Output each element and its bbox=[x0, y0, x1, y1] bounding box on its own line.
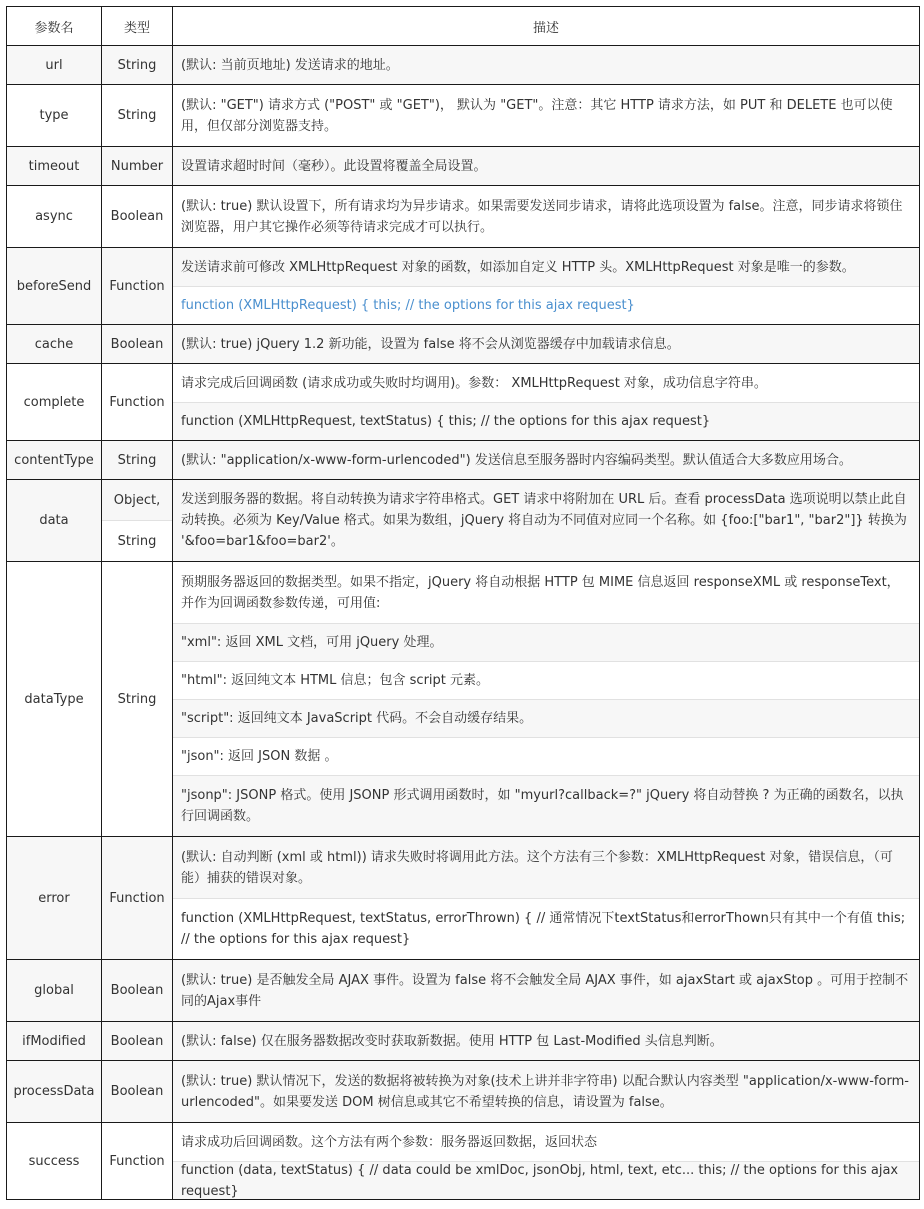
param-name-cell: global bbox=[7, 960, 102, 1022]
param-description-cell bbox=[173, 85, 920, 147]
param-name-cell: data bbox=[7, 480, 102, 562]
table-row bbox=[7, 248, 920, 325]
param-type-cell: Boolean bbox=[102, 186, 173, 248]
table-row bbox=[7, 364, 920, 441]
param-description-cell bbox=[173, 325, 920, 364]
param-type-cell: String bbox=[102, 46, 173, 85]
param-name-cell: contentType bbox=[7, 441, 102, 480]
table-row bbox=[7, 1022, 920, 1061]
description-text: (默认: 自动判断 (xml 或 html)) 请求失败时将调用此方法。这个方法有三个参数：XMLHttpRequest 对象，错误信息，（可能）捕获的错误对象。 bbox=[173, 837, 919, 898]
param-description-cell bbox=[173, 147, 920, 186]
param-name-cell: url bbox=[7, 46, 102, 85]
param-type-cell: Number bbox=[102, 147, 173, 186]
header-description: 描述 bbox=[173, 7, 920, 46]
description-subline: "html": 返回纯文本 HTML 信息；包含 script 元素。 bbox=[173, 661, 919, 699]
header-type: 类型 bbox=[102, 7, 173, 46]
description-subline: function (XMLHttpRequest) { this; // the options for this ajax request} bbox=[173, 286, 919, 324]
description-subline: "json": 返回 JSON 数据 。 bbox=[173, 737, 919, 775]
table-row bbox=[7, 837, 920, 960]
param-name-cell: async bbox=[7, 186, 102, 248]
param-description-cell bbox=[173, 562, 920, 837]
param-name-cell: success bbox=[7, 1123, 102, 1200]
param-description-cell bbox=[173, 960, 920, 1022]
table-row bbox=[7, 85, 920, 147]
description-subline: "xml": 返回 XML 文档，可用 jQuery 处理。 bbox=[173, 623, 919, 661]
param-type-line: Object, bbox=[102, 480, 172, 520]
param-type-cell: String bbox=[102, 85, 173, 147]
table-row bbox=[7, 147, 920, 186]
table-row bbox=[7, 480, 920, 562]
param-description-cell bbox=[173, 837, 920, 960]
description-text: (默认: true) 默认情况下，发送的数据将被转换为对象(技术上讲并非字符串) 以配合默认内容类型 "application/x-www-form-urlencoded"。如果要发送 DOM 树信息或其它不希望转换的信息，请设置为 false。 bbox=[173, 1061, 919, 1122]
param-description-cell bbox=[173, 480, 920, 562]
param-type-cell: Function bbox=[102, 364, 173, 441]
table-row bbox=[7, 960, 920, 1022]
param-name-cell: type bbox=[7, 85, 102, 147]
param-description-cell bbox=[173, 1022, 920, 1061]
param-name-cell: beforeSend bbox=[7, 248, 102, 325]
description-text: (默认: false) 仅在服务器数据改变时获取新数据。使用 HTTP 包 Last-Modified 头信息判断。 bbox=[173, 1022, 919, 1060]
param-type-cell bbox=[102, 480, 173, 562]
description-text: 发送到服务器的数据。将自动转换为请求字符串格式。GET 请求中将附加在 URL 后。查看 processData 选项说明以禁止此自动转换。必须为 Key/Value 格式。如果为数组，jQuery 将自动为不同值对应同一个名称。如 {foo:["bar1", "bar2"]} 转换为 '&foo=bar1&foo=bar2'。 bbox=[173, 480, 919, 561]
description-text: 设置请求超时时间（毫秒）。此设置将覆盖全局设置。 bbox=[173, 147, 919, 185]
description-subline: "jsonp": JSONP 格式。使用 JSONP 形式调用函数时，如 "myurl?callback=?" jQuery 将自动替换 ? 为正确的函数名，以执行回调函数。 bbox=[173, 775, 919, 836]
description-text: (默认: true) jQuery 1.2 新功能，设置为 false 将不会从浏览器缓存中加载请求信息。 bbox=[173, 325, 919, 363]
param-type-cell: Boolean bbox=[102, 1022, 173, 1061]
param-name-cell: processData bbox=[7, 1061, 102, 1123]
table-row bbox=[7, 562, 920, 837]
param-description-cell bbox=[173, 441, 920, 480]
param-description-cell bbox=[173, 186, 920, 248]
param-description-cell bbox=[173, 248, 920, 325]
param-type-cell: Boolean bbox=[102, 960, 173, 1022]
description-subline: function (data, textStatus) { // data could be xmlDoc, jsonObj, html, text, etc... this; // the options for this ajax request} bbox=[173, 1161, 919, 1199]
description-text: (默认: "GET") 请求方式 ("POST" 或 "GET")， 默认为 "GET"。注意：其它 HTTP 请求方法，如 PUT 和 DELETE 也可以使用，但仅部分浏览器支持。 bbox=[173, 85, 919, 146]
param-type-cell: String bbox=[102, 562, 173, 837]
param-name-cell: dataType bbox=[7, 562, 102, 837]
description-text: (默认: 当前页地址) 发送请求的地址。 bbox=[173, 46, 919, 84]
description-text: (默认: true) 是否触发全局 AJAX 事件。设置为 false 将不会触发全局 AJAX 事件，如 ajaxStart 或 ajaxStop 。可用于控制不同的Ajax事件 bbox=[173, 960, 919, 1021]
description-subline: function (XMLHttpRequest, textStatus, errorThrown) { // 通常情况下textStatus和errorThown只有其中一个有值 this; // the options for this ajax request} bbox=[173, 898, 919, 959]
header-row bbox=[7, 7, 920, 46]
table-row bbox=[7, 441, 920, 480]
api-options-table bbox=[6, 6, 920, 1200]
param-description-cell bbox=[173, 364, 920, 441]
param-name-cell: ifModified bbox=[7, 1022, 102, 1061]
param-type-cell: Boolean bbox=[102, 1061, 173, 1123]
description-text: 发送请求前可修改 XMLHttpRequest 对象的函数，如添加自定义 HTTP 头。XMLHttpRequest 对象是唯一的参数。 bbox=[173, 248, 919, 286]
description-subline: "script": 返回纯文本 JavaScript 代码。不会自动缓存结果。 bbox=[173, 699, 919, 737]
description-text: 预期服务器返回的数据类型。如果不指定，jQuery 将自动根据 HTTP 包 MIME 信息返回 responseXML 或 responseText，并作为回调函数参数传递，可用值: bbox=[173, 562, 919, 623]
param-type-line: String bbox=[102, 520, 172, 561]
param-description-cell bbox=[173, 1123, 920, 1200]
param-type-cell: String bbox=[102, 441, 173, 480]
table-row bbox=[7, 325, 920, 364]
param-type-cell: Function bbox=[102, 1123, 173, 1200]
param-name-cell: cache bbox=[7, 325, 102, 364]
table-row bbox=[7, 1123, 920, 1200]
param-name-cell: timeout bbox=[7, 147, 102, 186]
param-description-cell bbox=[173, 46, 920, 85]
param-type-cell: Function bbox=[102, 837, 173, 960]
table-row bbox=[7, 46, 920, 85]
table-row bbox=[7, 186, 920, 248]
param-type-cell: Function bbox=[102, 248, 173, 325]
description-text: (默认: "application/x-www-form-urlencoded") 发送信息至服务器时内容编码类型。默认值适合大多数应用场合。 bbox=[173, 441, 919, 479]
description-subline: function (XMLHttpRequest, textStatus) { this; // the options for this ajax request} bbox=[173, 402, 919, 440]
table-row bbox=[7, 1061, 920, 1123]
description-text: (默认: true) 默认设置下，所有请求均为异步请求。如果需要发送同步请求，请将此选项设置为 false。注意，同步请求将锁住浏览器，用户其它操作必须等待请求完成才可以执行。 bbox=[173, 186, 919, 247]
header-param-name: 参数名 bbox=[7, 7, 102, 46]
param-name-cell: complete bbox=[7, 364, 102, 441]
description-text: 请求成功后回调函数。这个方法有两个参数：服务器返回数据，返回状态 bbox=[173, 1123, 919, 1161]
param-type-cell: Boolean bbox=[102, 325, 173, 364]
param-name-cell: error bbox=[7, 837, 102, 960]
description-text: 请求完成后回调函数 (请求成功或失败时均调用)。参数： XMLHttpRequest 对象，成功信息字符串。 bbox=[173, 364, 919, 402]
param-description-cell bbox=[173, 1061, 920, 1123]
